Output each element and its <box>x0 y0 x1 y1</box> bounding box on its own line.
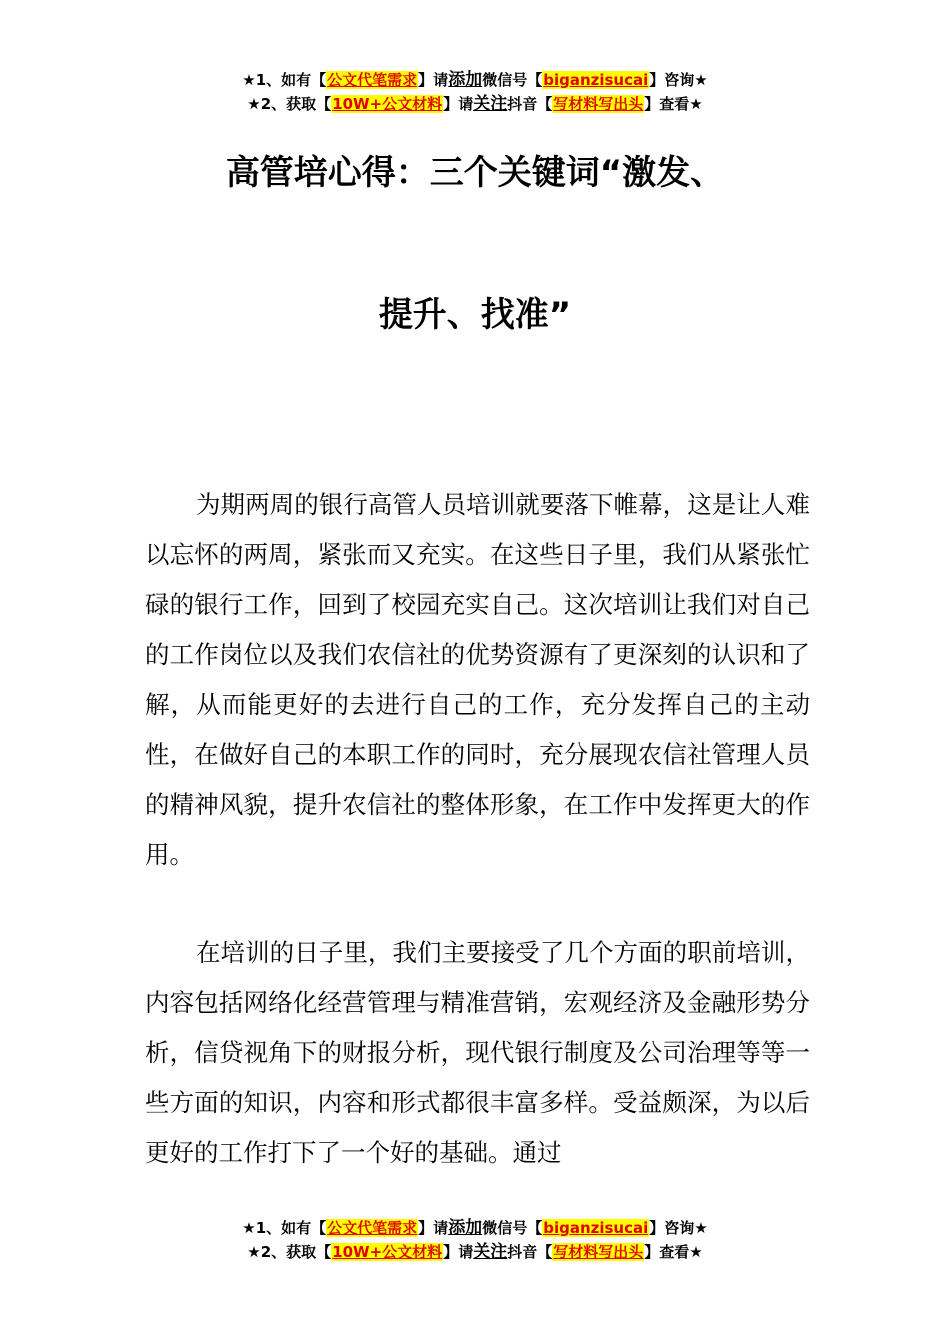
banner-highlight-service: 公文代笔需求 <box>327 71 418 89</box>
body-paragraph-2: 在培训的日子里，我们主要接受了几个方面的职前培训，内容包括网络化经营管理与精准营销，宏观经济及金融形势分析，信贷视角下的财报分析，现代银行制度及公司治理等等一些方面的知识，内容和形式都很丰富多样。受益颇深，为以后更好的工作打下了一个好的基础。通过 <box>145 938 810 1167</box>
banner-underlined-word: 添加 <box>448 70 483 90</box>
banner-highlight-service: 公文代笔需求 <box>327 1219 418 1237</box>
banner-line-1 <box>0 68 950 92</box>
banner-text: ★2、获取【 <box>247 1243 332 1261</box>
banner-text: 】咨询★ <box>649 71 708 89</box>
body-paragraph-1: 为期两周的银行高管人员培训就要落下帷幕，这是让人难以忘怀的两周，紧张而又充实。在这些日子里，我们从紧张忙碌的银行工作，回到了校园充实自己。这次培训让我们对自己的工作岗位以及我们农信社的优势资源有了更深刻的认识和了解，从而能更好的去进行自己的工作，充分发挥自己的主动性，在做好自己的本职工作的同时，充分展现农信社管理人员的精神风貌，提升农信社的整体形象，在工作中发挥更大的作用。 <box>145 490 810 869</box>
banner-text: 】请 <box>418 71 449 89</box>
document-title-line-2: 提升、找准” <box>378 295 572 335</box>
footer-line-1 <box>0 1216 950 1240</box>
banner-text: 】咨询★ <box>649 1219 708 1237</box>
banner-text: 】查看★ <box>644 1243 703 1261</box>
banner-text: 】请 <box>443 1243 474 1261</box>
header-banner <box>0 68 950 116</box>
footer-banner <box>0 1216 950 1264</box>
banner-highlight-wechat-id: biganzisucai <box>543 1219 649 1237</box>
banner-text: 】查看★ <box>644 95 703 113</box>
banner-underlined-word: 关注 <box>473 1242 508 1262</box>
banner-text: 微信号【 <box>482 71 543 89</box>
banner-text: 抖音【 <box>507 95 553 113</box>
banner-line-2 <box>0 92 950 116</box>
banner-highlight-douyin: 写材料写出头 <box>553 95 644 113</box>
banner-text: 】请 <box>443 95 474 113</box>
banner-text: 抖音【 <box>507 1243 553 1261</box>
banner-highlight-douyin: 写材料写出头 <box>553 1243 644 1261</box>
banner-underlined-word: 添加 <box>448 1218 483 1238</box>
banner-text: ★1、如有【 <box>242 71 327 89</box>
banner-text: 微信号【 <box>482 1219 543 1237</box>
banner-text: ★1、如有【 <box>242 1219 327 1237</box>
banner-highlight-wechat-id: biganzisucai <box>543 71 649 89</box>
banner-highlight-materials: 10W+公文材料 <box>332 1243 443 1261</box>
banner-highlight-materials: 10W+公文材料 <box>332 95 443 113</box>
banner-text: ★2、获取【 <box>247 95 332 113</box>
banner-underlined-word: 关注 <box>473 94 508 114</box>
document-title-line-1: 高管培心得：三个关键词“激发、 <box>225 153 725 193</box>
footer-line-2 <box>0 1240 950 1264</box>
banner-text: 】请 <box>418 1219 449 1237</box>
